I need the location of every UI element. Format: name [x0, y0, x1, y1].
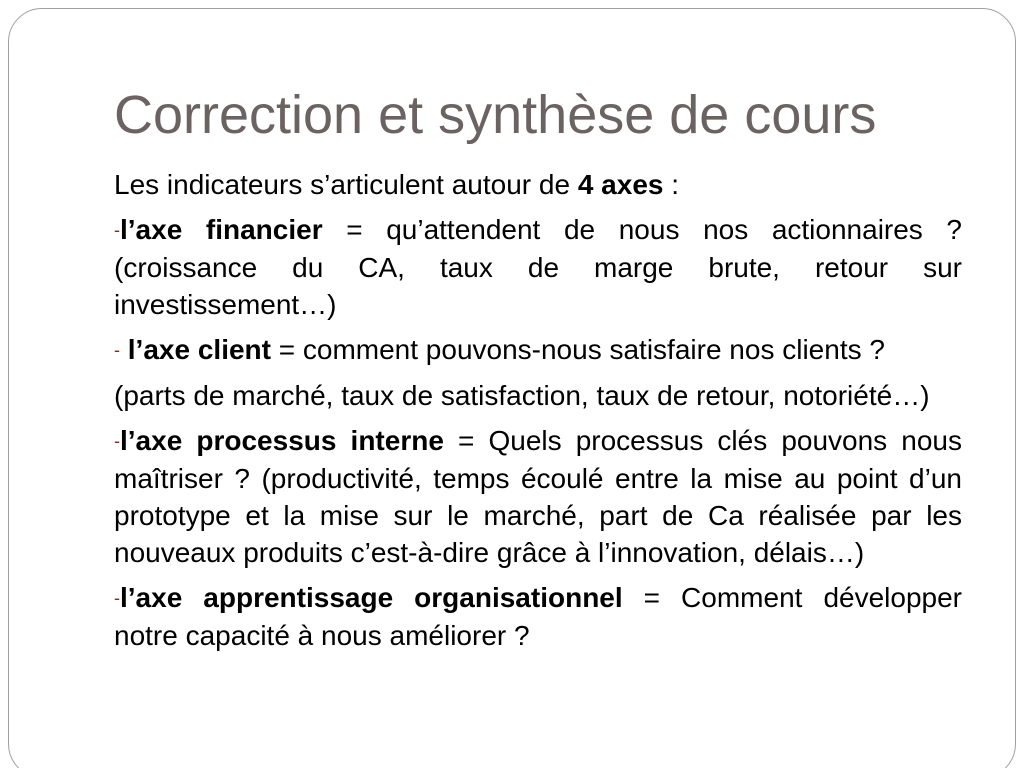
- bullet-dash: -: [114, 588, 120, 608]
- slide-body: [114, 166, 962, 662]
- bullet-dash: -: [114, 340, 120, 360]
- bullet-dash: -: [114, 431, 120, 451]
- axis-financier-text: = qu’attendent de nous nos actionnaires ? (croissance du CA, taux de marge brute, retour sur investissement…): [114, 214, 963, 320]
- axis-client-examples: (parts de marché, taux de satisfaction, taux de retour, notoriété…): [114, 380, 930, 411]
- intro-suffix: :: [663, 169, 680, 200]
- axis-client-paragraph: [114, 331, 962, 369]
- axis-processus-term: l’axe processus interne: [120, 425, 444, 456]
- intro-paragraph: [114, 166, 962, 203]
- bullet-dash: -: [114, 220, 120, 240]
- axis-processus-text: = Quels processus clés pouvons nous maîtriser ? (productivité, temps écoulé entre la mise au point d’un prototype et la mise sur le marché, part de Ca réalisée par les nouveaux produits c’est-à-dire grâce à l’innovation, délais…): [114, 425, 962, 568]
- axis-apprentissage-text: = Comment développer notre capacité à nous améliorer ?: [114, 582, 963, 651]
- axis-apprentissage-paragraph: [114, 579, 962, 654]
- axis-client-text: = comment pouvons-nous satisfaire nos clients ?: [270, 334, 885, 365]
- intro-bold: 4 axes: [577, 169, 664, 200]
- axis-apprentissage-term: l’axe apprentissage organisationnel: [120, 582, 623, 613]
- axis-financier-paragraph: [114, 211, 962, 323]
- axis-client-term: l’axe client: [127, 334, 271, 365]
- intro-text: Les indicateurs s’articulent autour de: [114, 169, 578, 200]
- slide-title: Correction et synthèse de cours: [114, 85, 877, 145]
- axis-financier-term: l’axe financier: [120, 214, 323, 245]
- axis-processus-paragraph: [114, 422, 962, 571]
